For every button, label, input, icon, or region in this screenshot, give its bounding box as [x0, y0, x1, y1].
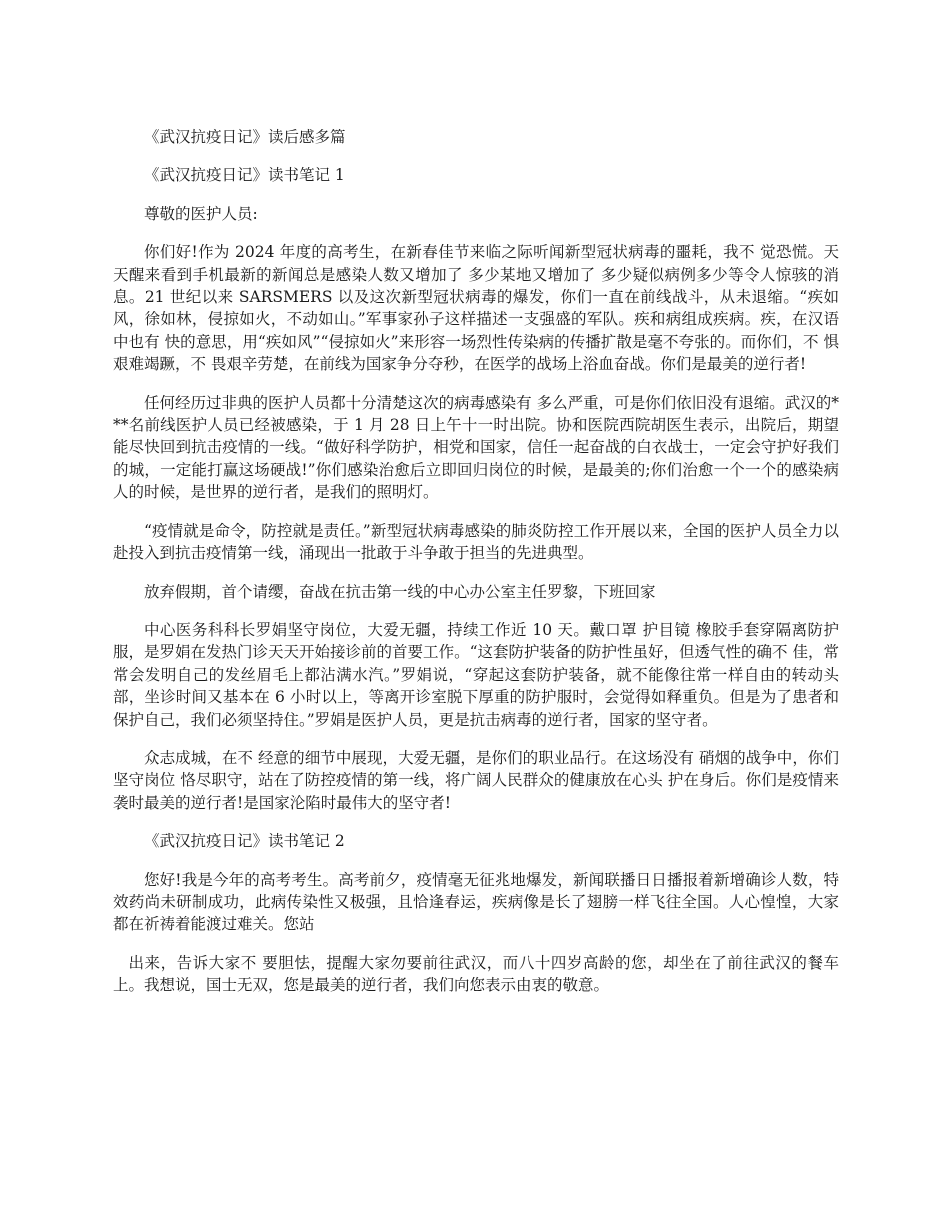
- document-body: [113, 126, 839, 1013]
- paragraph: “疫情就是命令，防控就是责任。”新型冠状病毒感染的肺炎防控工作开展以来，全国的医护人员全力以赴投入到抗击疫情第一线，涌现出一批敢于斗争敢于担当的先进典型。: [113, 521, 839, 563]
- paragraph: 您好!我是今年的高考考生。高考前夕，疫情毫无征兆地爆发，新闻联播日日播报着新增确诊人数，特效药尚未研制成功，此病传染性又极强，且恰逢春运，疾病像是长了翅膀一样飞往全国。人心惶惶，大家都在祈祷着能渡过难关。您站: [113, 870, 839, 934]
- section-heading-2: 《武汉抗疫日记》读书笔记 2: [144, 832, 345, 851]
- paragraph: 出来，告诉大家不 要胆怯，提醒大家勿要前往武汉，而八十四岁高龄的您，却坐在了前往武汉的餐车上。我想说，国士无双，您是最美的逆行者，我们向您表示由衷的敬意。: [113, 953, 839, 995]
- paragraph: 众志成城，在不 经意的细节中展现，大爱无疆，是你们的职业品行。在这场没有 硝烟的战争中，你们坚守岗位 恪尽职守，站在了防控疫情的第一线，将广阔人民群众的健康放在心头 护在身后。你们是疫情来袭时最美的逆行者!是国家沦陷时最伟大的坚守者!: [113, 748, 839, 812]
- section-heading-1: 《武汉抗疫日记》读书笔记 1: [144, 166, 345, 185]
- paragraph: 任何经历过非典的医护人员都十分清楚这次的病毒感染有 多么严重，可是你们依旧没有退缩。武汉的***名前线医护人员已经被感染，于 1 月 28 日上午十一时出院。协和医院西院胡医生表示，出院后，期望能尽快回到抗击疫情的一线。“做好科学防护，相党和国家，信任一起奋战的白衣战士，一定会守护好我们的城，一定能打赢这场硬战!”你们感染治愈后立即回归岗位的时候，是最美的;你们治愈一个一个的感染病人的时候，是世界的逆行者，是我们的照明灯。: [113, 393, 839, 502]
- document-title: 《武汉抗疫日记》读后感多篇: [144, 128, 346, 146]
- salutation: 尊敬的医护人员:: [144, 204, 258, 223]
- paragraph: 放弃假期，首个请缨，奋战在抗击第一线的中心办公室主任罗黎，下班回家: [144, 582, 656, 601]
- paragraph: 你们好!作为 2024 年度的高考生，在新春佳节来临之际听闻新型冠状病毒的噩耗，我不 觉恐慌。天天醒来看到手机最新的新闻总是感染人数又增加了 多少某地又增加了 多少疑似病例多少等令人惊骇的消息。21 世纪以来 SARSMERS 以及这次新型冠状病毒的爆发，你们一直在前线战斗，从未退缩。“疾如风，徐如林，侵掠如火，不动如山。”军事家孙子这样描述一支强盛的军队。疾和病组成疾病。疾，在汉语中也有 快的意思，用“疾如风”“侵掠如火”来形容一场烈性传染病的传播扩散是毫不夸张的。而你们，不 惧艰难竭蹶，不 畏艰辛劳楚，在前线为国家争分夺秒，在医学的战场上浴血奋战。你们是最美的逆行者!: [113, 243, 839, 374]
- paragraph: 中心医务科科长罗娟坚守岗位，大爱无疆，持续工作近 10 天。戴口罩 护目镜 橡胶手套穿隔离防护服，是罗娟在发热门诊天天开始接诊前的首要工作。“这套防护装备的防护性虽好，但透气性的确不 佳，常常会发明自己的发丝眉毛上都沾满水汽。”罗娟说，“穿起这套防护装备，就不能像往常一样自由的转动头部，坐诊时间又基本在 6 小时以上，等离开诊室脱下厚重的防护服时，会觉得如释重负。但是为了患者和保护自己，我们必须坚持住。”罗娟是医护人员，更是抗击病毒的逆行者，国家的坚守者。: [113, 620, 839, 729]
